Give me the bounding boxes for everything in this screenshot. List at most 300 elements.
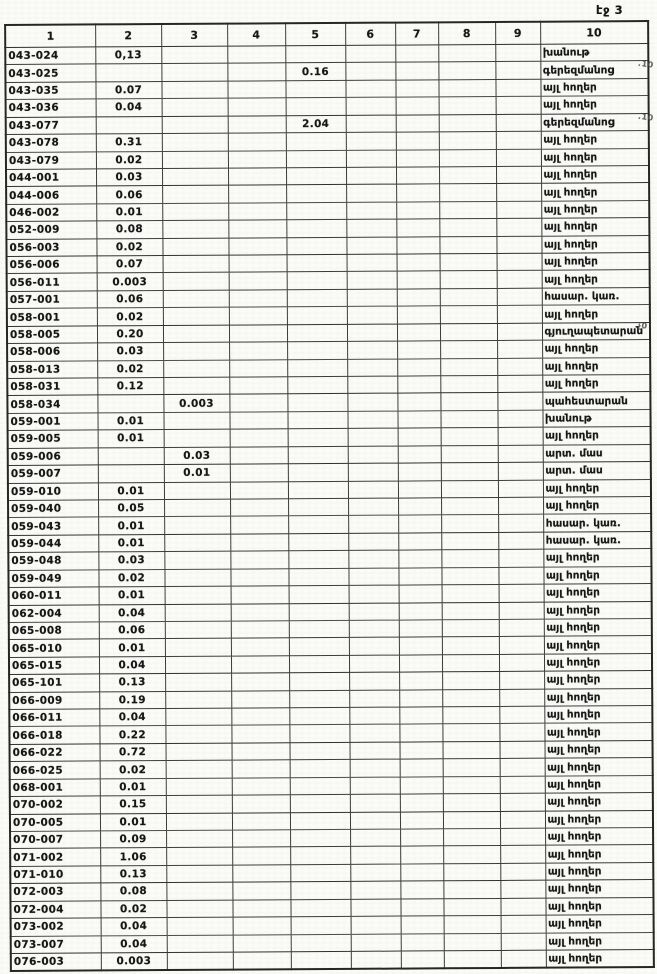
cell-value [229, 272, 287, 290]
cell-value [399, 689, 442, 707]
cell-value [166, 743, 232, 761]
cell-value [399, 707, 442, 725]
cell-land-use: այլ հողեր [545, 758, 653, 776]
cell-value [287, 307, 347, 325]
cell-parcel-code: 052-009 [6, 221, 96, 239]
cell-value [288, 464, 348, 482]
cell-value [439, 184, 496, 202]
cell-land-use: այլ հողեր [544, 723, 652, 741]
cell-value [397, 376, 440, 394]
cell-parcel-code: 065-010 [9, 639, 99, 657]
cell-value [230, 551, 288, 569]
cell-value [398, 550, 441, 568]
cell-value [497, 306, 542, 324]
cell-value [229, 342, 287, 360]
cell-land-use: այլ հողեր [542, 340, 650, 358]
cell-value [347, 394, 397, 412]
cell-land-use: այլ հողեր [543, 549, 651, 567]
cell-value [347, 359, 397, 377]
cell-value [289, 603, 349, 621]
cell-value [440, 393, 497, 411]
cell-value [501, 950, 546, 968]
cell-value [290, 829, 350, 847]
margin-note: .10 [637, 59, 655, 71]
cell-value [291, 916, 351, 934]
cell-value: 0.19 [99, 691, 165, 709]
cell-parcel-code: 059-006 [8, 448, 98, 466]
cell-value [290, 864, 350, 882]
cell-value [232, 795, 290, 813]
cell-value [351, 951, 401, 969]
cell-value [441, 497, 498, 515]
cell-value [229, 290, 287, 308]
cell-parcel-code: 065-008 [9, 622, 99, 640]
cell-value: 0.02 [100, 761, 166, 779]
cell-value [166, 900, 232, 918]
cell-value: 0.03 [164, 447, 230, 465]
cell-value [167, 917, 233, 935]
cell-value [495, 44, 540, 62]
cell-value [166, 882, 232, 900]
cell-value [499, 654, 544, 672]
table-row [11, 949, 654, 970]
cell-value [161, 64, 227, 82]
cell-value [163, 342, 229, 360]
cell-value [442, 706, 499, 724]
cell-parcel-code: 070-005 [10, 813, 100, 831]
cell-land-use: այլ հողեր [544, 706, 652, 724]
cell-value [499, 637, 544, 655]
cell-value [165, 691, 231, 709]
cell-value [162, 203, 228, 221]
cell-value [438, 44, 495, 62]
cell-land-use: այլ հողեր [544, 636, 652, 654]
cell-land-use: այլ հողեր [542, 357, 650, 375]
cell-value [163, 412, 229, 430]
cell-value [285, 45, 345, 63]
cell-value [232, 812, 290, 830]
cell-land-use: այլ հողեր [545, 845, 653, 863]
cell-value [495, 79, 540, 97]
cell-value [228, 98, 286, 116]
cell-parcel-code: 066-025 [10, 761, 100, 779]
cell-value [290, 795, 350, 813]
cell-value: 0.08 [100, 883, 166, 901]
cell-value [287, 272, 347, 290]
cell-value [443, 881, 500, 899]
cell-value [230, 568, 288, 586]
cell-value [398, 463, 441, 481]
cell-parcel-code: 043-078 [6, 134, 96, 152]
cell-value [495, 62, 540, 80]
cell-parcel-code: 058-013 [7, 361, 97, 379]
cell-value [500, 863, 545, 881]
cell-value [499, 706, 544, 724]
cell-value [400, 898, 443, 916]
cell-value [443, 811, 500, 829]
cell-value [441, 532, 498, 550]
cell-value [399, 655, 442, 673]
cell-value [439, 114, 496, 132]
cell-value [228, 168, 286, 186]
cell-land-use: գյուղապետարան [542, 322, 650, 340]
cell-parcel-code: 058-005 [7, 326, 97, 344]
cell-value: 0.31 [96, 134, 162, 152]
cell-value [500, 846, 545, 864]
cell-value: 0.01 [97, 412, 163, 430]
cell-value: 0.01 [98, 482, 164, 500]
page-number: էջ 3 [596, 3, 624, 17]
cell-value [162, 168, 228, 186]
cell-value [227, 81, 285, 99]
cell-value [346, 237, 396, 255]
cell-value [232, 777, 290, 795]
cell-value [227, 46, 285, 64]
cell-value [438, 79, 495, 97]
cell-value [288, 481, 348, 499]
cell-value [441, 428, 498, 446]
cell-value [228, 203, 286, 221]
cell-value [400, 864, 443, 882]
cell-value [500, 811, 545, 829]
cell-value [232, 830, 290, 848]
column-header: 8 [438, 22, 495, 45]
cell-parcel-code: 043-025 [5, 64, 95, 82]
cell-value [440, 375, 497, 393]
cell-value [397, 341, 440, 359]
cell-value [496, 218, 541, 236]
cell-land-use: այլ հողեր [541, 165, 649, 183]
cell-value [232, 743, 290, 761]
cell-value [496, 114, 541, 132]
cell-value [231, 673, 289, 691]
cell-parcel-code: 059-007 [8, 465, 98, 483]
cell-value: 0.02 [97, 308, 163, 326]
cell-value [440, 306, 497, 324]
cell-value [289, 707, 349, 725]
cell-value [398, 515, 441, 533]
cell-land-use: այլ հողեր [544, 653, 652, 671]
cell-value [163, 273, 229, 291]
cell-value: 0.01 [98, 517, 164, 535]
cell-value [397, 306, 440, 324]
cell-parcel-code: 070-002 [10, 796, 100, 814]
cell-value [497, 358, 542, 376]
cell-value [167, 935, 233, 953]
cell-value [500, 776, 545, 794]
cell-value [228, 133, 286, 151]
cell-value: 0.04 [96, 99, 162, 117]
cell-value [287, 376, 347, 394]
cell-value [228, 220, 286, 238]
cell-value [229, 359, 287, 377]
cell-value [496, 201, 541, 219]
cell-value [439, 219, 496, 237]
cell-value [165, 726, 231, 744]
cell-value [231, 638, 289, 656]
cell-parcel-code: 072-003 [10, 883, 100, 901]
cell-value [439, 236, 496, 254]
cell-value [98, 465, 164, 483]
cell-value [164, 569, 230, 587]
cell-value [347, 341, 397, 359]
cell-value: 0.07 [97, 256, 163, 274]
cell-value [396, 149, 439, 167]
cell-value [346, 219, 396, 237]
cell-value [349, 620, 399, 638]
cell-value [348, 515, 398, 533]
cell-value [164, 551, 230, 569]
cell-land-use: այլ հողեր [541, 96, 649, 114]
cell-value [165, 621, 231, 639]
cell-value [440, 288, 497, 306]
cell-parcel-code: 059-010 [8, 482, 98, 500]
cell-value [166, 795, 232, 813]
cell-value: 0.04 [101, 935, 167, 953]
cell-value [441, 480, 498, 498]
cell-value [398, 533, 441, 551]
cell-value [498, 515, 543, 533]
cell-value [286, 220, 346, 238]
cell-value [397, 358, 440, 376]
cell-land-use: խանութ [542, 409, 650, 427]
cell-value [399, 602, 442, 620]
cell-value [443, 776, 500, 794]
cell-value [350, 899, 400, 917]
cell-value [232, 865, 290, 883]
cell-parcel-code: 056-003 [6, 239, 96, 257]
cell-value [163, 290, 229, 308]
cell-value [442, 654, 499, 672]
cell-value [498, 549, 543, 567]
cell-value [166, 813, 232, 831]
cell-parcel-code: 065-101 [9, 674, 99, 692]
cell-value [349, 637, 399, 655]
cell-value [499, 584, 544, 602]
cell-value [286, 150, 346, 168]
cell-value [497, 288, 542, 306]
cell-value [440, 358, 497, 376]
cell-value [290, 812, 350, 830]
cell-value [289, 655, 349, 673]
cell-value [399, 672, 442, 690]
cell-value [229, 412, 287, 430]
cell-value [400, 846, 443, 864]
cell-value: 0.03 [98, 552, 164, 570]
cell-value [500, 741, 545, 759]
cell-value [439, 97, 496, 115]
cell-value [395, 45, 438, 63]
cell-value [499, 724, 544, 742]
cell-value [163, 360, 229, 378]
cell-parcel-code: 043-077 [6, 117, 96, 135]
cell-parcel-code: 073-007 [11, 935, 101, 953]
cell-value [500, 828, 545, 846]
cell-parcel-code: 076-003 [11, 953, 101, 971]
cell-value: 0.04 [101, 918, 167, 936]
cell-land-use: այլ հողեր [542, 375, 650, 393]
cell-land-use: այլ հողեր [542, 270, 650, 288]
cell-value [228, 150, 286, 168]
cell-value [345, 80, 395, 98]
cell-value [350, 742, 400, 760]
cell-value [232, 899, 290, 917]
cell-value [400, 742, 443, 760]
cell-value [395, 80, 438, 98]
cell-parcel-code: 059-005 [8, 430, 98, 448]
cell-value [498, 462, 543, 480]
cell-value: 0.01 [96, 203, 162, 221]
cell-value [162, 98, 228, 116]
cell-value [440, 323, 497, 341]
cell-value [347, 254, 397, 272]
cell-value [166, 760, 232, 778]
cell-value [163, 325, 229, 343]
cell-value [400, 777, 443, 795]
cell-value [345, 45, 395, 63]
cell-value [289, 620, 349, 638]
cell-value: 0.16 [285, 63, 345, 81]
cell-value: 0.12 [97, 378, 163, 396]
cell-land-use: այլ հողեր [545, 880, 653, 898]
cell-value [349, 655, 399, 673]
cell-value [163, 377, 229, 395]
cell-land-use: այլ հողեր [545, 862, 653, 880]
cell-value [230, 534, 288, 552]
cell-value: 0.01 [164, 464, 230, 482]
cell-value [399, 585, 442, 603]
cell-parcel-code: 057-001 [7, 291, 97, 309]
cell-value [443, 846, 500, 864]
cell-parcel-code: 062-004 [9, 604, 99, 622]
cell-value [439, 166, 496, 184]
cell-value [287, 289, 347, 307]
cell-value: 0.02 [97, 360, 163, 378]
cell-value [351, 916, 401, 934]
cell-parcel-code: 071-002 [10, 848, 100, 866]
cell-value [440, 410, 497, 428]
cell-value [497, 271, 542, 289]
cell-value [288, 516, 348, 534]
cell-value: 0.02 [96, 151, 162, 169]
cell-value [497, 393, 542, 411]
cell-value [497, 340, 542, 358]
cell-land-use: այլ հողեր [544, 601, 652, 619]
cell-land-use: այլ հողեր [543, 479, 651, 497]
cell-value [291, 934, 351, 952]
cell-value [397, 411, 440, 429]
cell-value: 0.01 [100, 813, 166, 831]
cell-value [349, 707, 399, 725]
cell-value [228, 115, 286, 133]
cell-value [162, 238, 228, 256]
cell-value [348, 463, 398, 481]
cell-parcel-code: 058-006 [7, 343, 97, 361]
cell-value [163, 255, 229, 273]
cell-value [442, 637, 499, 655]
cell-value [496, 131, 541, 149]
cell-value [497, 323, 542, 341]
cell-land-use: այլ հողեր [544, 688, 652, 706]
cell-value [289, 638, 349, 656]
cell-parcel-code: 071-010 [10, 866, 100, 884]
cell-value [399, 724, 442, 742]
cell-value [286, 237, 346, 255]
cell-value [288, 498, 348, 516]
cell-value: 0.003 [163, 395, 229, 413]
cell-land-use: հասար. կառ. [542, 287, 650, 305]
cell-value [347, 289, 397, 307]
cell-parcel-code: 059-043 [8, 517, 98, 535]
cell-value [350, 759, 400, 777]
column-header: 7 [395, 22, 438, 45]
cell-value [231, 621, 289, 639]
column-header: 10 [540, 21, 648, 44]
cell-land-use: այլ հողեր [540, 78, 648, 96]
cell-land-use: այլ հողեր [544, 618, 652, 636]
cell-value [227, 63, 285, 81]
cell-value: 0.01 [99, 587, 165, 605]
cell-value [230, 481, 288, 499]
cell-land-use: այլ հողեր [545, 793, 653, 811]
column-header: 6 [345, 23, 395, 46]
cell-parcel-code: 072-004 [10, 901, 100, 919]
cell-land-use: այլ հողեր [541, 148, 649, 166]
cell-value: 0.02 [98, 569, 164, 587]
cell-value [499, 671, 544, 689]
cell-value [441, 445, 498, 463]
cell-value [397, 271, 440, 289]
cell-value [500, 898, 545, 916]
cell-value [228, 185, 286, 203]
cell-value [230, 499, 288, 517]
cell-value [348, 550, 398, 568]
cell-value: 0.06 [96, 186, 162, 204]
cell-value [345, 63, 395, 81]
cell-value [286, 132, 346, 150]
cell-land-use: այլ հողեր [543, 427, 651, 445]
cell-value [441, 515, 498, 533]
cell-value [498, 567, 543, 585]
cell-value: 0.03 [96, 168, 162, 186]
cell-value [440, 271, 497, 289]
cell-value [501, 933, 546, 951]
cell-value: 0.02 [96, 238, 162, 256]
cell-parcel-code: 058-034 [7, 395, 97, 413]
cell-value [97, 395, 163, 413]
cell-value [166, 848, 232, 866]
cell-value [497, 375, 542, 393]
cell-land-use: այլ հողեր [545, 810, 653, 828]
cell-value [290, 760, 350, 778]
cell-value [287, 394, 347, 412]
cell-value [163, 307, 229, 325]
cell-value [165, 656, 231, 674]
cell-value [398, 498, 441, 516]
cell-value [396, 132, 439, 150]
cell-value [400, 881, 443, 899]
cell-value [348, 568, 398, 586]
cell-parcel-code: 058-031 [7, 378, 97, 396]
cell-value [229, 307, 287, 325]
cell-value: 0.20 [97, 325, 163, 343]
cell-land-use: հասար. կառ. [543, 531, 651, 549]
cell-value [289, 690, 349, 708]
cell-value [166, 830, 232, 848]
cell-value [350, 812, 400, 830]
cell-value [496, 166, 541, 184]
column-header: 9 [495, 22, 540, 45]
